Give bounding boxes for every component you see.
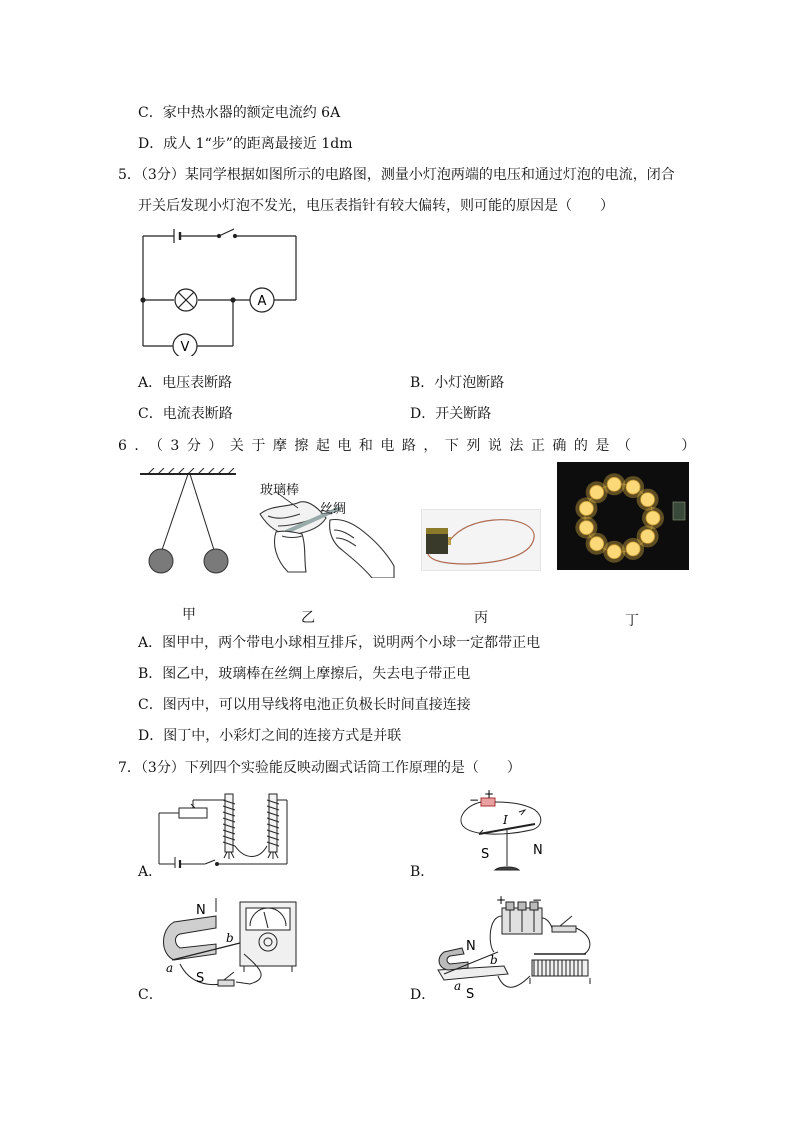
q6-figure-ding-string-lights-photo xyxy=(557,462,689,570)
q7-option-b: B． xyxy=(410,864,435,880)
voltmeter-label: V xyxy=(180,340,190,355)
ball-right xyxy=(204,549,228,573)
ball-left xyxy=(149,549,173,573)
bulb xyxy=(590,485,604,499)
bulb xyxy=(641,493,655,507)
fig-b-north: N xyxy=(533,843,543,858)
q5-stem-line1: 5．（3分）某同学根据如图所示的电路图，测量小灯泡两端的电压和通过灯泡的电流，闭合 xyxy=(118,167,675,183)
q5-circuit-diagram xyxy=(138,226,303,356)
switch-blade xyxy=(219,229,234,236)
q7-figure-d-motor-apparatus xyxy=(434,896,596,1000)
bulb xyxy=(607,545,621,559)
bulb xyxy=(607,477,621,491)
q6-option-a: A．图甲中，两个带电小球相互排斥，说明两个小球一定都带正电 xyxy=(138,635,541,651)
q7-option-a: A． xyxy=(138,864,163,880)
q7-option-c: C． xyxy=(138,987,163,1003)
bulb xyxy=(626,542,640,556)
q6-figure-bing-battery-photo xyxy=(421,509,541,571)
q7-figure-c-induction-galvanometer xyxy=(160,898,305,994)
rheostat xyxy=(179,808,207,818)
fig-b-current-label: I xyxy=(503,813,508,827)
q6-caption-ding: 丁 xyxy=(625,613,639,629)
bulb xyxy=(579,521,593,535)
q6-label-silk: 丝绸 xyxy=(320,502,347,517)
fig-d-a: a xyxy=(454,979,462,993)
fig-d-plus: + xyxy=(496,896,507,907)
q6-label-glass-rod: 玻璃棒 xyxy=(260,483,300,498)
bulb xyxy=(579,501,593,515)
bulb xyxy=(641,529,655,543)
q6-option-c: C．图丙中，可以用导线将电池正负极长时间直接连接 xyxy=(138,697,471,713)
fig-b-plus: + xyxy=(484,790,495,801)
fig-b-south: S xyxy=(481,847,490,862)
battery-box xyxy=(673,502,685,520)
q6-option-b: B．图乙中，玻璃棒在丝绸上摩擦后，失去电子带正电 xyxy=(138,666,471,682)
fig-d-south: S xyxy=(466,987,475,1000)
q6-caption-yi: 乙 xyxy=(301,610,315,626)
fig-b-minus: − xyxy=(469,793,480,807)
q6-figure-jia-charged-balls xyxy=(138,468,238,578)
q7-stem: 7．（3分）下列四个实验能反映动圈式话筒工作原理的是（ ） xyxy=(118,760,521,776)
fig-d-minus: − xyxy=(532,896,543,907)
q5-option-c: C．电流表断路 xyxy=(138,406,233,422)
fig-c-south: S xyxy=(196,971,205,986)
q5-stem-line2: 开关后发现小灯泡不发光，电压表指针有较大偏转，则可能的原因是（ ） xyxy=(138,198,614,214)
q6-caption-jia: 甲 xyxy=(182,607,196,623)
fig-c-b: b xyxy=(226,931,234,945)
q7-figure-b-oersted xyxy=(455,790,555,876)
q5-option-d: D．开关断路 xyxy=(410,406,492,422)
q6-stem: 6．（3分）关于摩擦起电和电路，下列说法正确的是（ ） xyxy=(118,438,703,454)
q4-option-d: D．成人 1“步”的距离最接近 1dm xyxy=(138,136,353,152)
fig-d-north: N xyxy=(466,939,476,954)
q4-option-c: C．家中热水器的额定电流约 6A xyxy=(138,105,341,121)
q5-option-a: A．电压表断路 xyxy=(138,375,233,391)
bulb xyxy=(590,537,604,551)
fig-c-north: N xyxy=(196,903,206,918)
q6-caption-bing: 丙 xyxy=(474,610,488,626)
bulb xyxy=(626,480,640,494)
fig-c-a: a xyxy=(166,961,174,975)
bulb xyxy=(646,511,660,525)
q6-option-d: D．图丁中，小彩灯之间的连接方式是并联 xyxy=(138,728,402,744)
ammeter-label: A xyxy=(257,294,267,309)
q7-figure-a-electromagnets xyxy=(155,788,295,868)
q5-option-b: B．小灯泡断路 xyxy=(410,375,505,391)
q7-option-d: D． xyxy=(410,987,436,1003)
fig-d-b: b xyxy=(490,953,498,967)
